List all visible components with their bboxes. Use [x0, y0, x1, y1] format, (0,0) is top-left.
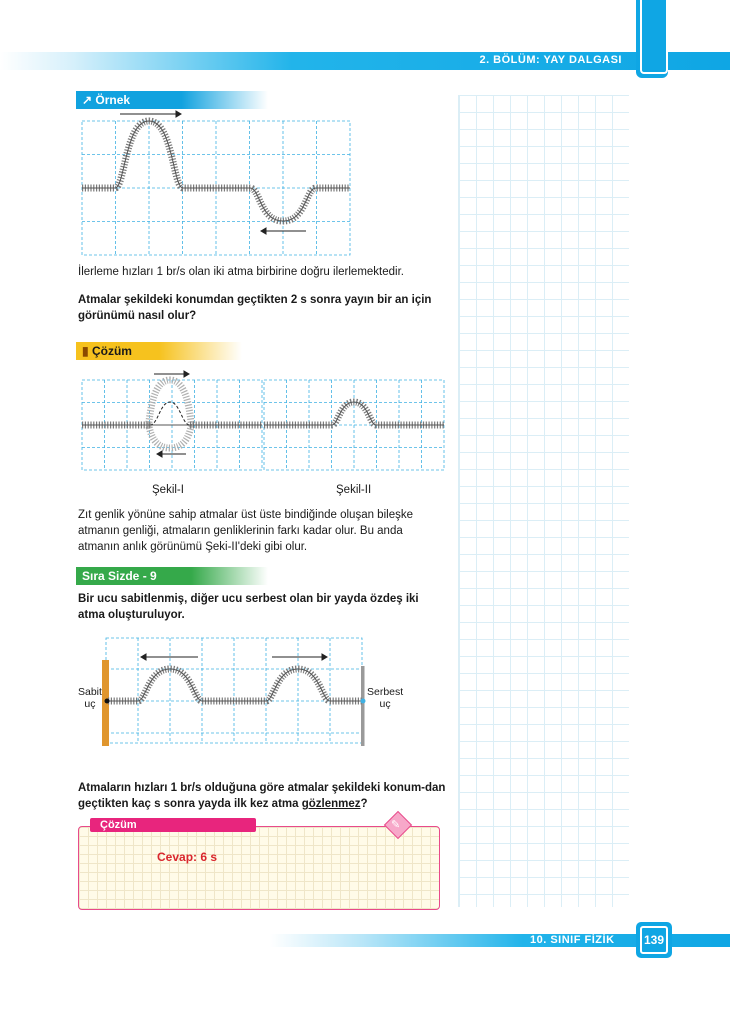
- fixed-point: [105, 699, 110, 704]
- figure-1-caption: Şekil-I: [152, 484, 184, 496]
- example-line: İlerleme hızları 1 br/s olan iki atma birbirine doğru ilerlemektedir.: [78, 266, 404, 278]
- practice-statement: Bir ucu sabitlenmiş, diğer ucu serbest olan bir yayda özdeş iki atma oluşturuluyor.: [78, 593, 419, 621]
- right-arrow-icon: [154, 371, 189, 377]
- answer-tab: Çözüm: [90, 818, 256, 832]
- pencil-icon: ✎: [391, 819, 401, 831]
- book-title: 10. SINIF FİZİK: [530, 934, 615, 946]
- left-arrow-icon: [261, 228, 306, 234]
- left-arrow-icon: [157, 451, 186, 457]
- solution-explanation: Zıt genlik yönüne sahip atmalar üst üste bindiğinde oluşan bileşke atmanın genliği, atmaların genliklerinin farkı kadar olur. Bu anda atmanın anlık görünümü Şeki-II'deki gibi olur.: [78, 509, 413, 553]
- answer-box: [78, 826, 440, 910]
- practice-question-text: Atmaların hızları 1 br/s olduğuna göre atmalar şekildeki konum-dan geçtikten kaç s sonra yayda ilk kez atma: [78, 782, 446, 810]
- chapter-title: 2. BÖLÜM: YAY DALGASI: [479, 54, 622, 66]
- page-number: 139: [640, 926, 668, 954]
- resultant-pulse-dashed: [150, 402, 190, 425]
- right-arrow-icon: [272, 654, 327, 660]
- left-arrow-icon: [141, 654, 198, 660]
- example-figure: [80, 108, 355, 258]
- solution-figure: [80, 370, 450, 476]
- practice-question: [78, 780, 446, 812]
- practice-label: Sıra Sizde - 9: [76, 567, 268, 585]
- solution-label-text: Çözüm: [91, 344, 132, 358]
- example-question: Atmalar şekildeki konumdan geçtikten 2 s sonra yayın bir an için görünümü nasıl olur?: [78, 294, 432, 322]
- fixed-end-label-line2: uç: [84, 698, 96, 710]
- free-end-label-line2: uç: [379, 698, 391, 710]
- fixed-end-label: [78, 686, 102, 710]
- practice-figure: [100, 632, 370, 752]
- free-ring: [361, 699, 366, 704]
- free-end-label: [367, 686, 403, 710]
- solution-label: [76, 342, 242, 360]
- example-label-text: Örnek: [95, 93, 131, 107]
- example-label: [76, 91, 268, 109]
- right-arrow-icon: [120, 111, 181, 117]
- fixed-end-label-line1: Sabit: [78, 686, 102, 698]
- free-end-label-line1: Serbest: [367, 686, 404, 698]
- notes-grid: [458, 95, 629, 907]
- answer-text: Cevap: 6 s: [157, 850, 218, 864]
- figure-2-caption: Şekil-II: [336, 484, 372, 496]
- practice-question-emphasis: gözlenmez: [301, 798, 361, 810]
- practice-spring: [108, 669, 362, 701]
- practice-question-end: ?: [360, 798, 368, 810]
- header-tab-frame: [640, 0, 668, 74]
- lower-pulse: [148, 425, 192, 448]
- unlock-icon: ▮: [82, 344, 89, 358]
- free-end-rod: [361, 666, 365, 746]
- external-link-icon: ↗︎: [82, 93, 93, 107]
